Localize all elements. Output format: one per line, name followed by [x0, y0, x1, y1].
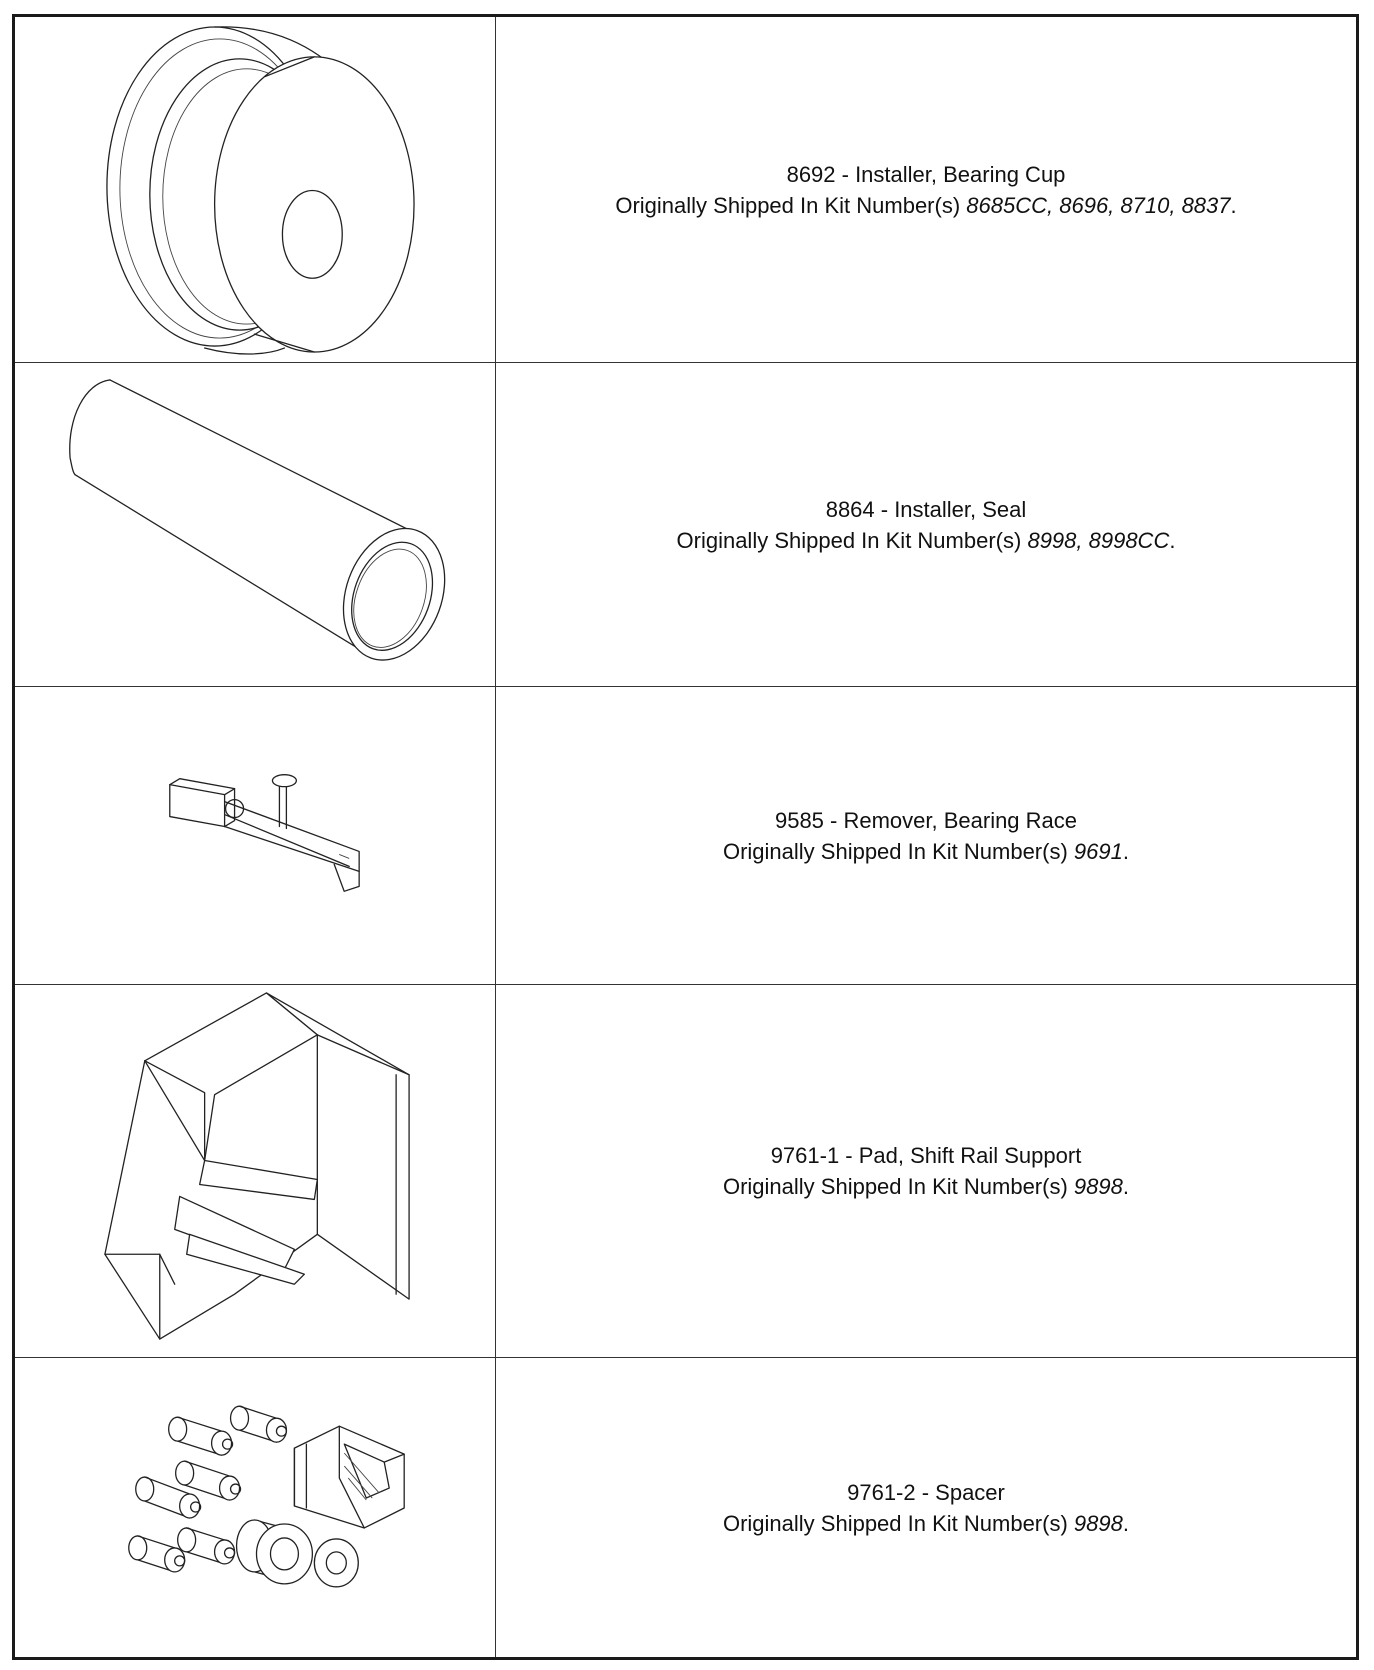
tool-title: 8692 - Installer, Bearing Cup: [786, 161, 1066, 187]
kit-numbers: 8998, 8998CC: [1027, 527, 1170, 553]
spacer-bushing: [237, 1520, 313, 1584]
kit-numbers: 9898: [1073, 1510, 1123, 1536]
table-row: [15, 687, 1356, 985]
spacer-pin: [176, 1461, 241, 1500]
spacer-pin: [231, 1406, 287, 1442]
spacer-set-drawing: [15, 1358, 495, 1657]
bearing-cup-installer-drawing: [15, 17, 495, 362]
table-row: [15, 985, 1356, 1358]
tool-info: [496, 17, 1356, 362]
kit-line: Originally Shipped In Kit Number(s) 8998, 8998CC.: [676, 527, 1176, 553]
kit-line: Originally Shipped In Kit Number(s) 9691.: [722, 838, 1129, 864]
spacer-bushing: [314, 1539, 358, 1587]
tool-image-cell: [15, 17, 496, 362]
spacer-pin: [129, 1536, 185, 1572]
tool-image-cell: [15, 1358, 496, 1657]
kit-line: Originally Shipped In Kit Number(s) 9898.: [722, 1510, 1129, 1536]
spacer-pin: [136, 1477, 201, 1518]
tool-info: [496, 687, 1356, 984]
tool-image-cell: [15, 985, 496, 1357]
spacer-pin: [178, 1528, 235, 1564]
table-row: [15, 363, 1356, 687]
tool-title: 9761-2 - Spacer: [847, 1479, 1005, 1505]
kit-line: Originally Shipped In Kit Number(s) 9898.: [722, 1174, 1129, 1199]
seal-installer-drawing: [15, 363, 495, 686]
table-row: [15, 17, 1356, 363]
kit-numbers: 9898: [1073, 1174, 1123, 1199]
tool-info: [496, 363, 1356, 686]
spacer-pad: [294, 1426, 404, 1528]
tool-image-cell: [15, 687, 496, 984]
tool-image-cell: [15, 363, 496, 686]
kit-numbers: 9691: [1073, 838, 1123, 864]
kit-line: Originally Shipped In Kit Number(s) 8685CC, 8696, 8710, 8837.: [615, 192, 1237, 218]
bearing-race-remover-drawing: [15, 687, 495, 984]
tool-title: 9585 - Remover, Bearing Race: [774, 807, 1078, 833]
spacer-pin: [169, 1417, 233, 1455]
table-row: [15, 1358, 1356, 1657]
tool-info: [496, 1358, 1356, 1657]
shift-rail-support-pad-drawing: [15, 985, 495, 1357]
kit-numbers: 8685CC, 8696, 8710, 8837: [966, 192, 1231, 218]
tool-title: 9761-1 - Pad, Shift Rail Support: [770, 1143, 1082, 1168]
tool-table: [12, 14, 1359, 1660]
tool-title: 8864 - Installer, Seal: [825, 496, 1027, 522]
tool-info: [496, 985, 1356, 1357]
